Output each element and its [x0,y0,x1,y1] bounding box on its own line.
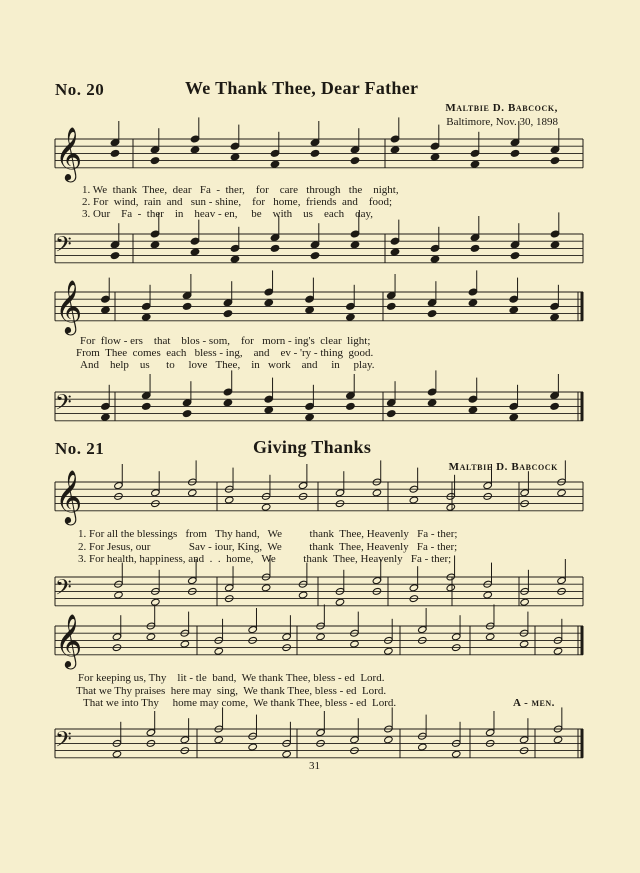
note-head [430,153,439,161]
note-head [112,750,121,758]
page-number: 31 [309,760,320,772]
treble-clef: 𝄞 [55,279,83,334]
note-head [520,598,529,606]
note-head [305,413,314,421]
note-head [468,406,477,414]
treble-clef: 𝄞 [55,613,83,668]
note-head [446,584,455,592]
note-head [298,591,307,599]
note-head [550,157,559,165]
verse-line: 1. We thank Thee, dear Fa - ther, for care through the night, [82,184,399,196]
note-head [409,496,418,504]
author-name: Maltbie D. Babcock [448,461,558,473]
note-head [190,248,199,256]
note-head [553,647,562,655]
note-head [550,402,559,410]
note-head [550,313,559,321]
note-head [553,736,562,744]
hymn-title: We Thank Thee, Dear Father [185,78,419,98]
note-head [468,299,477,307]
note-head [387,302,396,310]
note-head [182,302,191,310]
note-head [430,255,439,263]
note-head [483,591,492,599]
note-head [230,255,239,263]
note-head [110,149,119,157]
verse-line: 3. For health, happiness, and . . home, We thank Thee, Heavenly Fa - ther; [78,553,452,565]
note-head [223,399,232,407]
note-head [110,252,119,260]
note-head [335,598,344,606]
verse-line: For flow - ers that blos - som, for morn - ing's clear light; [80,335,371,347]
note-head [264,299,273,307]
note-head [390,248,399,256]
note-head [214,736,223,744]
note-head [509,306,518,314]
final-barline [581,729,584,758]
note-head [310,149,319,157]
note-head [151,598,160,606]
final-barline [581,392,584,421]
note-head [485,633,494,641]
note-head [182,410,191,418]
verse-line: And help us to love Thee, in work and in play. [80,359,375,371]
treble-clef: 𝄞 [55,126,83,181]
note-head [509,413,518,421]
note-head [101,413,110,421]
bass-clef: 𝄢 [55,575,72,606]
note-head [346,402,355,410]
note-head [316,633,325,641]
note-head [550,241,559,249]
note-head [261,584,270,592]
note-head [114,591,123,599]
note-head [346,313,355,321]
note-head [387,410,396,418]
note-head [248,743,257,751]
treble-clef: 𝄞 [55,469,83,524]
author-note: Baltimore, Nov. 30, 1898 [446,116,558,128]
verse-line: 2. For wind, rain and sun - shine, for home, friends and food; [82,196,393,208]
amen: A - men. [513,697,555,709]
note-head [384,647,393,655]
verse-line: For keeping us, Thy lit - tle band, We thank Thee, bless - ed Lord. [78,672,385,684]
note-head [282,750,291,758]
note-head [270,244,279,252]
note-head [101,306,110,314]
bass-clef: 𝄢 [55,727,72,758]
final-barline [581,626,584,655]
note-head [427,310,436,318]
note-head [305,306,314,314]
note-head [372,489,381,497]
note-head [146,633,155,641]
note-head [452,750,461,758]
verse-line: From Thee comes each bless - ing, and ev - 'ry - thing good. [76,347,374,359]
note-head [350,157,359,165]
note-head [418,743,427,751]
note-head [519,640,528,648]
note-head [190,146,199,154]
note-head [142,313,151,321]
note-head [510,252,519,260]
note-head [230,153,239,161]
note-head [470,244,479,252]
note-head [180,640,189,648]
hymn-number: No. 20 [55,80,105,99]
hymn-number: No. 21 [55,439,105,458]
note-head [510,149,519,157]
note-head [350,640,359,648]
note-head [150,241,159,249]
note-head [427,399,436,407]
note-head [223,310,232,318]
note-head [214,647,223,655]
note-head [310,252,319,260]
note-head [264,406,273,414]
note-head [557,489,566,497]
verse-line: 1. For all the blessings from Thy hand, We thank Thee, Heavenly Fa - ther; [78,528,458,540]
note-head [225,496,234,504]
author-name: Maltbie D. Babcock, [445,102,558,114]
verse-line: 3. Our Fa - ther in heav - en, be with us each day, [82,208,374,220]
note-head [261,503,270,511]
note-head [188,489,197,497]
note-head [446,503,455,511]
note-head [470,160,479,168]
note-head [384,736,393,744]
hymn-title: Giving Thanks [253,437,372,457]
bass-clef: 𝄢 [55,390,72,421]
note-head [390,146,399,154]
note-head [142,402,151,410]
note-head [350,241,359,249]
final-barline [581,292,584,321]
verse-line: That we Thy praises here may sing, We thank Thee, bless - ed Lord. [76,685,387,697]
note-head [150,157,159,165]
verse-line: 2. For Jesus, our Sav - iour, King, We thank Thee, Heavenly Fa - ther; [78,541,458,553]
note-head [270,160,279,168]
verse-line: That we into Thy home may come, We thank Thee, bless - ed Lord. [83,697,397,709]
bass-clef: 𝄢 [55,232,72,263]
